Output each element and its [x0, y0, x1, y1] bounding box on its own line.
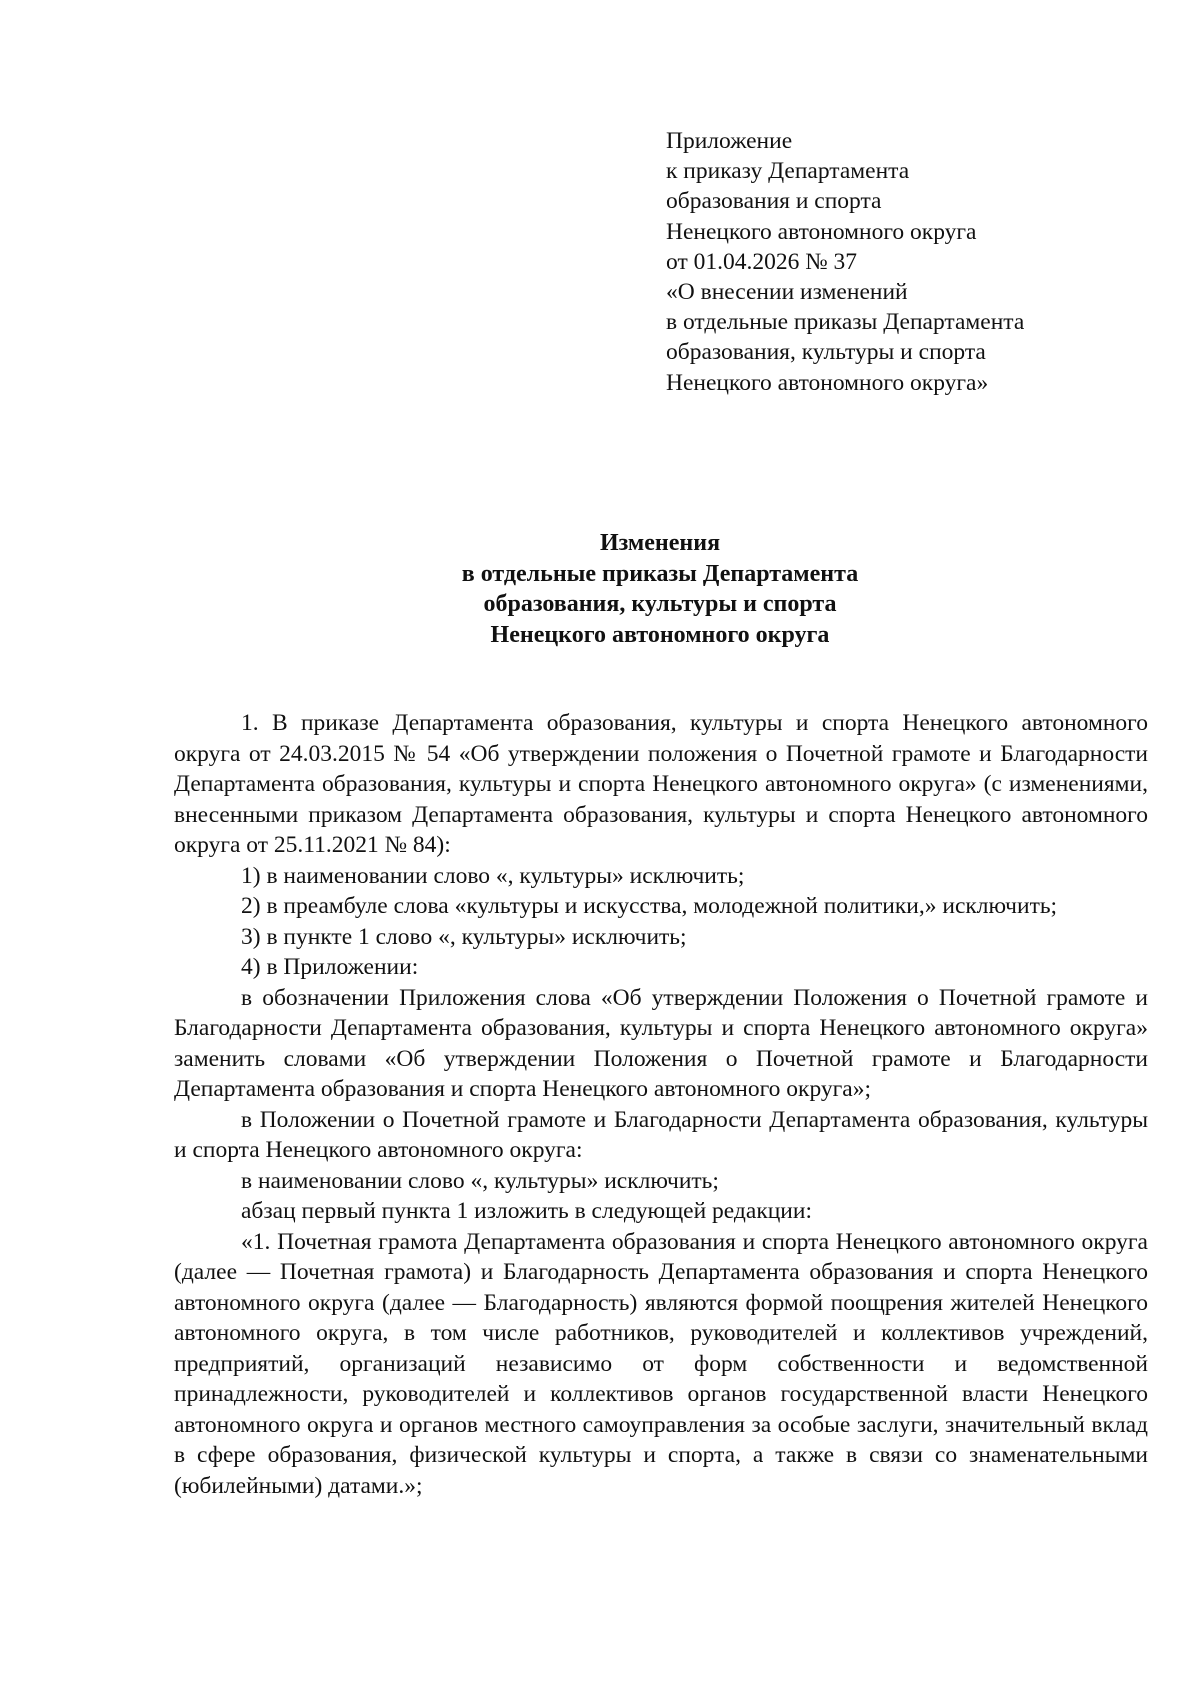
- title-line: образования, культуры и спорта: [483, 591, 837, 617]
- paragraph: в обозначении Приложения слова «Об утверждении Положения о Почетной грамоте и Благодарности Департамента образования, культуры и спорта Ненецкого автономного округа» заменить словами «Об утверждении Положения о Почетной грамоте и Благодарности Департамента образования и спорта Ненецкого автономного округа»;: [174, 984, 1148, 1102]
- paragraph: 1. В приказе Департамента образования, культуры и спорта Ненецкого автономного округа от 24.03.2015 № 54 «Об утверждении положения о Почетной грамоте и Благодарности Департамента образования, культуры и спорта Ненецкого автономного округа» (с изменениями, внесенными приказом Департамента образования, культуры и спорта Ненецкого автономного округа от 25.11.2021 № 84):: [174, 710, 1148, 858]
- appendix-line: образования, культуры и спорта: [666, 339, 986, 366]
- appendix-line: к приказу Департамента: [666, 158, 910, 185]
- appendix-line: Ненецкого автономного округа»: [666, 369, 989, 396]
- title-line: Ненецкого автономного округа: [490, 621, 830, 648]
- paragraph: 4) в Приложении:: [241, 954, 419, 980]
- paragraph: 1) в наименовании слово «, культуры» исключить;: [241, 862, 745, 889]
- appendix-line: образования и спорта: [666, 188, 882, 215]
- title-line: Изменения: [599, 530, 721, 556]
- appendix-line: в отдельные приказы Департамента: [666, 309, 1025, 336]
- paragraph: 2) в преамбуле слова «культуры и искусства, молодежной политики,» исключить;: [241, 893, 1058, 919]
- appendix-line: Приложение: [666, 128, 793, 154]
- document-title: [0, 528, 1200, 650]
- appendix-line: «О внесении изменений: [666, 279, 908, 306]
- document-body: [174, 708, 1148, 1501]
- paragraph: 3) в пункте 1 слово «, культуры» исключить;: [241, 923, 687, 950]
- paragraph: «1. Почетная грамота Департамента образования и спорта Ненецкого автономного округа (далее — Почетная грамота) и Благодарность Департамента образования и спорта Ненецкого автономного округа (далее — Благодарность) являются формой поощрения жителей Ненецкого автономного округа, в том числе работников, руководителей и коллективов учреждений, предприятий, организаций независимо от форм собственности и ведомственной принадлежности, руководителей и коллективов органов государственной власти Ненецкого автономного округа и органов местного самоуправления за особые заслуги, значительный вклад в сфере образования, физической культуры и спорта, а также в связи со знаменательными (юбилейными) датами.»;: [174, 1228, 1148, 1499]
- appendix-line: Ненецкого автономного округа: [666, 218, 977, 245]
- title-line: в отдельные приказы Департамента: [461, 560, 859, 587]
- paragraph: абзац первый пункта 1 изложить в следующей редакции:: [241, 1198, 812, 1224]
- appendix-line: от 01.04.2026 № 37: [666, 248, 858, 275]
- paragraph: в наименовании слово «, культуры» исключить;: [241, 1167, 719, 1194]
- paragraph: в Положении о Почетной грамоте и Благодарности Департамента образования, культуры и спорта Ненецкого автономного округа:: [174, 1106, 1148, 1163]
- appendix-block: [666, 126, 1126, 398]
